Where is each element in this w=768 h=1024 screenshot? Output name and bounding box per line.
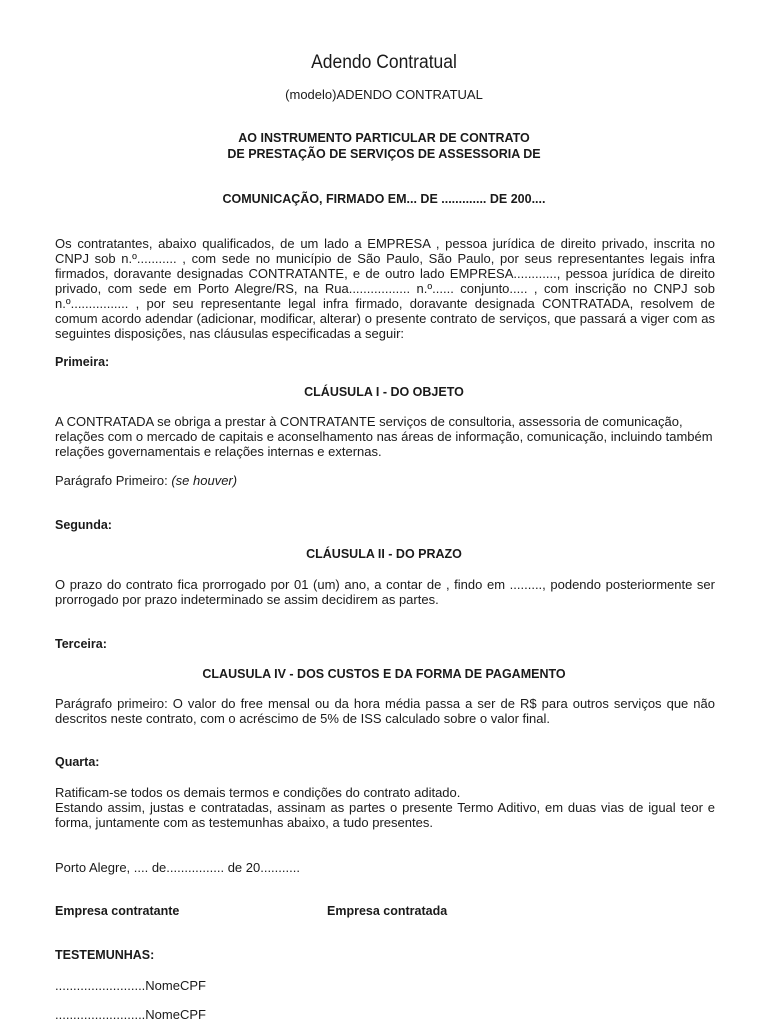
heading-line-3: COMUNICAÇÃO, FIRMADO EM... DE ............. DE 200.... xyxy=(222,192,546,206)
signature-contratada: Empresa contratada xyxy=(327,904,448,918)
date-line: Porto Alegre, .... de................ de 20........... xyxy=(55,860,300,875)
closing-text: Estando assim, justas e contratadas, assinam as partes o presente Termo Aditivo, em duas vias de igual teor e forma, juntamente com as testemunhas abaixo, a tudo presentes. xyxy=(55,800,715,830)
paragraph-primeiro xyxy=(55,473,237,488)
clause-prazo-text: O prazo do contrato fica prorrogado por 01 (um) ano, a contar de , findo em ........., podendo posteriormente ser prorrogado por prazo indeterminado se assim decidirem as partes. xyxy=(55,577,715,607)
paragraph-primeiro-note: (se houver) xyxy=(171,473,238,488)
document-subtitle: (modelo)ADENDO CONTRATUAL xyxy=(285,87,483,102)
document-title: Adendo Contratual xyxy=(311,52,457,73)
witness-line: .........................NomeCPF xyxy=(55,978,206,993)
heading-line-2: DE PRESTAÇÃO DE SERVIÇOS DE ASSESSORIA DE xyxy=(227,147,541,161)
clause-heading-objeto: CLÁUSULA I - DO OBJETO xyxy=(304,385,464,399)
section-label-quarta: Quarta: xyxy=(55,755,100,769)
paragraph-primeiro-label: Parágrafo Primeiro: xyxy=(55,473,172,488)
intro-paragraph: Os contratantes, abaixo qualificados, de um lado a EMPRESA , pessoa jurídica de direito privado, inscrita no CNPJ sob n.º........... , com sede no município de São Paulo, São Paulo, por seus representantes legais infra firmados, doravante designadas CONTRATANTE, e de outro lado EMPRESA............, pessoa jurídica de direito privado, com sede em Porto Alegre/RS, na Rua................. n.º...... conjunto..... , com inscrição no CNPJ sob n.º................ , por seu representante legal infra firmado, doravante designada CONTRATADA, resolvem de comum acordo adendar (adicionar, modificar, alterar) o presente contrato de serviços, que passará a viger com as seguintes disposições, nas cláusulas especificadas a seguir: xyxy=(55,236,715,341)
section-label-segunda: Segunda: xyxy=(55,518,112,532)
clause-custos-text: Parágrafo primeiro: O valor do free mensal ou da hora média passa a ser de R$ para outros serviços que não descritos neste contrato, com o acréscimo de 5% de ISS calculado sobre o valor final. xyxy=(55,696,715,726)
signature-contratante: Empresa contratante xyxy=(55,904,180,918)
clause-heading-prazo: CLÁUSULA II - DO PRAZO xyxy=(306,547,462,561)
clause-objeto-line-2: relações com o mercado de capitais e aconselhamento nas áreas de informação, comunicação, incluindo também xyxy=(55,429,713,444)
section-label-primeira: Primeira: xyxy=(55,355,110,369)
heading-line-1: AO INSTRUMENTO PARTICULAR DE CONTRATO xyxy=(238,131,530,145)
witness-line: .........................NomeCPF xyxy=(55,1007,206,1022)
clause-objeto-line-3: relações governamentais e relações internas e externas. xyxy=(55,444,382,459)
witnesses-label: TESTEMUNHAS: xyxy=(55,948,155,962)
clause-objeto-line-1: A CONTRATADA se obriga a prestar à CONTRATANTE serviços de consultoria, assessoria de comunicação, xyxy=(55,414,683,429)
ratification-text: Ratificam-se todos os demais termos e condições do contrato aditado. xyxy=(55,785,461,800)
clause-heading-custos: CLAUSULA IV - DOS CUSTOS E DA FORMA DE PAGAMENTO xyxy=(202,667,566,681)
section-label-terceira: Terceira: xyxy=(55,637,107,651)
